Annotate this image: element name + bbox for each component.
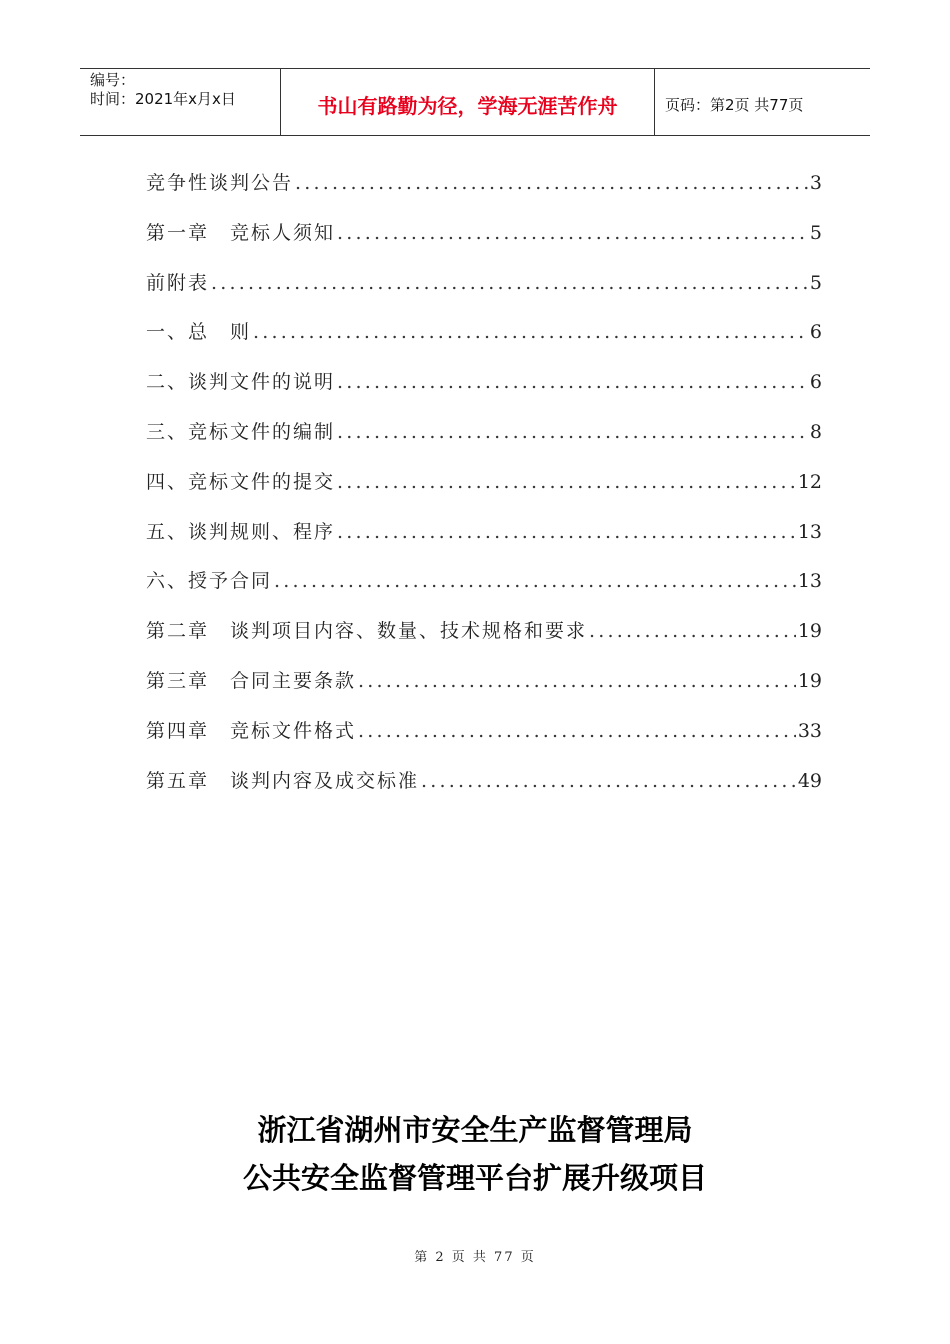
toc-entry-page: 6	[809, 371, 822, 394]
toc-entry-title: 第一章 竞标人须知	[146, 218, 335, 245]
toc-entry[interactable]	[146, 616, 822, 666]
toc-entry[interactable]	[146, 367, 822, 417]
toc-entry[interactable]	[146, 317, 822, 367]
toc-entry[interactable]	[146, 766, 822, 816]
toc-entry-page: 13	[797, 570, 822, 593]
toc-entry[interactable]	[146, 566, 822, 616]
toc-dot-leader	[211, 272, 808, 294]
toc-entry-page: 13	[797, 520, 822, 543]
header-time-label: 时间：2021年x月x日	[90, 90, 236, 108]
toc-dot-leader	[589, 620, 796, 642]
toc-dot-leader	[253, 321, 808, 343]
toc-entry-page: 5	[809, 221, 822, 244]
toc-entry-title: 五、谈判规则、程序	[146, 517, 335, 544]
toc-entry[interactable]	[146, 517, 822, 567]
toc-entry-title: 第二章 谈判项目内容、数量、技术规格和要求	[146, 616, 587, 643]
header-number-label: 编号：	[90, 71, 136, 89]
toc-entry-page: 12	[797, 470, 822, 493]
toc-dot-leader	[421, 770, 796, 792]
toc-entry[interactable]	[146, 417, 822, 467]
toc-dot-leader	[274, 570, 796, 592]
toc-entry-page: 19	[797, 620, 822, 643]
toc-dot-leader	[337, 521, 796, 543]
toc-entry-title: 第四章 竞标文件格式	[146, 716, 356, 743]
header-meta	[80, 69, 281, 135]
toc-entry[interactable]	[146, 666, 822, 716]
toc-entry[interactable]	[146, 467, 822, 517]
toc-dot-leader	[337, 371, 808, 393]
toc-dot-leader	[337, 471, 796, 493]
toc-entry-page: 5	[809, 271, 822, 294]
toc-entry-page: 3	[809, 172, 822, 194]
toc-entry-title: 第三章 合同主要条款	[146, 666, 356, 693]
toc-dot-leader	[358, 720, 796, 742]
page-footer: 第 2 页 共 77 页	[414, 1250, 536, 1265]
toc-entry-title: 第五章 谈判内容及成交标准	[146, 766, 419, 793]
toc-entry-title: 竞争性谈判公告	[146, 168, 293, 195]
toc-entry-title: 二、谈判文件的说明	[146, 367, 335, 394]
toc-dot-leader	[337, 421, 808, 443]
header-page-info: 页码：第2页 共77页	[665, 95, 804, 114]
toc-entry-page: 19	[797, 669, 822, 692]
toc-entry-title: 四、竞标文件的提交	[146, 467, 335, 494]
toc-entry[interactable]	[146, 716, 822, 766]
table-of-contents	[146, 168, 822, 815]
document-header	[80, 68, 870, 136]
toc-entry-page: 49	[797, 769, 822, 792]
toc-entry[interactable]	[146, 168, 822, 218]
project-title-line-1: 浙江省湖州市安全生产监督管理局	[257, 1113, 693, 1147]
toc-entry-page: 33	[797, 719, 822, 742]
toc-dot-leader	[337, 222, 808, 244]
toc-entry-page: 6	[809, 321, 822, 344]
toc-entry-title: 六、授予合同	[146, 566, 272, 593]
header-motto: 书山有路勤为径，学海无涯苦作舟	[281, 69, 655, 135]
project-title-line-2: 公共安全监督管理平台扩展升级项目	[242, 1161, 707, 1195]
toc-entry-page: 8	[809, 420, 822, 443]
toc-entry-title: 三、竞标文件的编制	[146, 417, 335, 444]
toc-dot-leader	[358, 670, 796, 692]
toc-entry[interactable]	[146, 268, 822, 318]
toc-entry-title: 前附表	[146, 268, 209, 295]
toc-entry[interactable]	[146, 218, 822, 268]
toc-dot-leader	[295, 172, 808, 194]
toc-entry-title: 一、总 则	[146, 317, 251, 344]
